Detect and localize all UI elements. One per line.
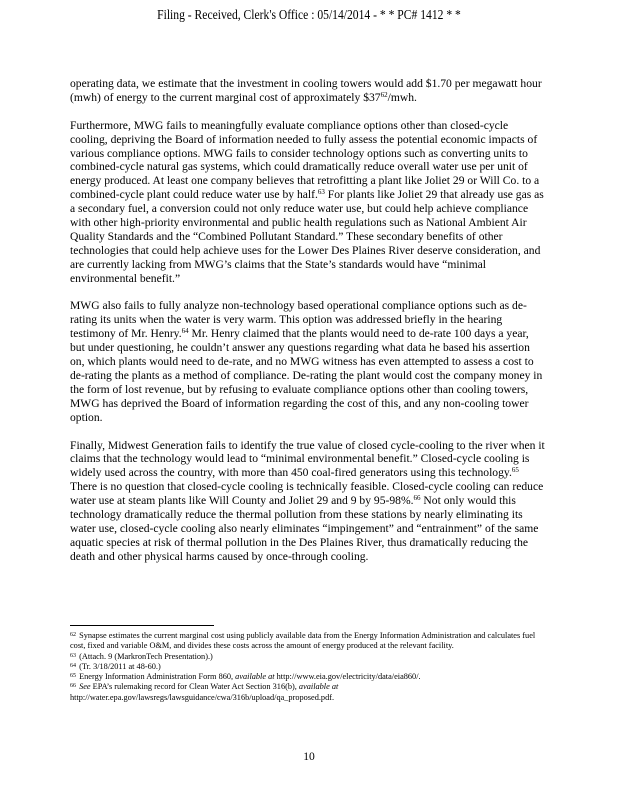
italic-text: available at [235, 672, 275, 682]
footnote-63 [70, 652, 550, 662]
italic-text: See [79, 682, 91, 692]
italic-text: available at [298, 682, 339, 692]
footnote-reference: 64 [181, 327, 189, 336]
footnote-64 [70, 662, 550, 672]
filing-header: Filing - Received, Clerk's Office : 05/14/2014 - * * PC# 1412 * * [157, 7, 461, 22]
text-run: For plants like Joliet 29 that already use gas as a secondary fuel, a conversion could not only reduce water use, but could help achieve compliance with other high-priority environmental and public health regulations such as National Ambient Air Quality Standards and the “Combined Pollutant Standard.” These secondary benefits of other technologies that could help achieve uses for the Lower Des Plaines River deserve consideration, and are currently lacking from MWG’s claims that the State’s standards would have “minimal environmental benefit.” [70, 188, 544, 285]
footnote-number: 64 [70, 662, 76, 669]
text-run: Synapse estimates the current marginal cost using publicly available data from the Energy Information Administration and calculates fuel cost, fixed and variable O&M, and divides these costs across the amount of energy produced at the relevant facility. [70, 631, 536, 651]
text-run: Mr. Henry claimed that the plants would need to de-rate 100 days a year, but under questioning, he couldn’t answer any questions regarding what data he based his assertion on, which plants would need to de-rate, and no MWG witness has even attempted to assess a cost to de-rating the plants as a method of compliance. De-rating the plant would cost the company money in the form of lost revenue, but by refusing to evaluate compliance options other than cooling towers, MWG has deprived the Board of information regarding the cost of this, and any non-cooling tower option. [70, 327, 543, 424]
text-run: http://water.epa.gov/lawsregs/lawsguidance/cwa/316b/upload/qa_proposed.pdf. [70, 692, 335, 702]
footnotes [70, 631, 550, 703]
paragraph-3 [70, 299, 546, 424]
text-run: MWG also fails to fully analyze non-technology based operational compliance options such as de-rating its units when the water is very warm. This option was addressed briefly in the hearing testimony of Mr. Henry. [70, 299, 527, 341]
page-number: 10 [303, 750, 315, 763]
footnote-62 [70, 631, 550, 652]
text-run: There is no question that closed-cycle cooling is technically feasible. Closed-cycle cooling can reduce water use at steam plants like Will County and Joliet 29 and 9 by 95-98%. [70, 480, 544, 508]
footnote-reference: 66 [413, 494, 421, 503]
text-run: Finally, Midwest Generation fails to identify the true value of closed cycle-cooling to the river when it claims that the technology would lead to “minimal environmental benefit.” Closed-cycle cooling is widely used across the country, with more than 450 coal-fired generators using this technology. [70, 438, 545, 480]
text-run: Not only would this technology dramatically reduce the thermal pollution from these stations by nearly eliminating its water use, closed-cycle cooling also nearly eliminates “impingement” and “entrainment” of the same aquatic species at risk of thermal pollution in the Des Plaines River, thus dramatically reducing the death and other physical harms caused by once-through cooling. [70, 494, 539, 563]
footnote-number: 63 [70, 652, 76, 659]
paragraph-4 [70, 439, 546, 564]
text-run: http://www.eia.gov/electricity/data/eia860/. [274, 672, 421, 682]
footnote-reference: 63 [317, 188, 325, 197]
text-run: Energy Information Administration Form 860, [77, 672, 236, 682]
footnote-reference: 65 [511, 466, 519, 475]
paragraph-2 [70, 119, 546, 286]
text-run: operating data, we estimate that the investment in cooling towers would add $1.70 per megawatt hour (mwh) of energy to the current marginal cost of approximately $37 [70, 77, 542, 104]
text-run: (Tr. 3/18/2011 at 48-60.) [77, 661, 161, 671]
text-run: (Attach. 9 (MarkronTech Presentation).) [77, 651, 213, 661]
footnote-divider [70, 625, 214, 626]
footnote-number: 65 [70, 673, 76, 680]
footnote-reference: 62 [380, 90, 388, 99]
footnote-number: 66 [70, 683, 76, 690]
text-run: Furthermore, MWG fails to meaningfully evaluate compliance options other than closed-cycle cooling, depriving the Board of information needed to fully assess the potential economic impacts of various compliance options. MWG fails to consider technology options such as converting units to combined-cycle natural gas systems, which could dramatically reduce overall water use per unit of energy produced. At least one company believes that retrofitting a plant like Joliet 29 or Will Co. to a combined-cycle plant could reduce water use by half. [70, 118, 540, 202]
text-run: /mwh. [387, 90, 417, 104]
footnote-65 [70, 672, 550, 682]
body-text [70, 77, 546, 578]
text-run: EPA’s rulemaking record for Clean Water Act Section 316(b), [90, 682, 299, 692]
paragraph-1 [70, 77, 546, 105]
footnote-66 [70, 682, 550, 703]
footnote-number: 62 [70, 632, 76, 638]
